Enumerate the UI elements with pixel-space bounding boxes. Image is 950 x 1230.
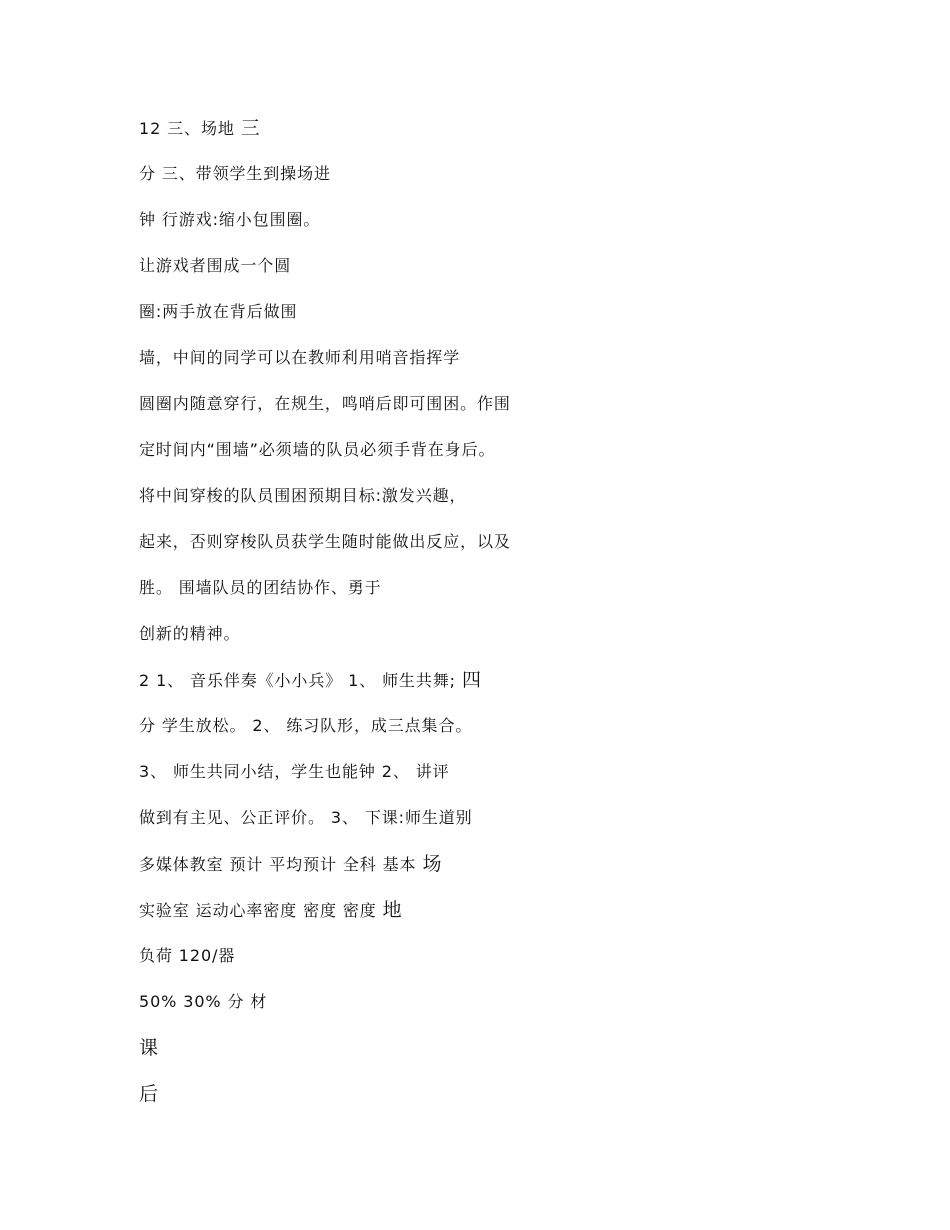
text-line	[139, 114, 511, 160]
text-line	[139, 804, 511, 850]
text-line	[139, 942, 511, 988]
line-text: 2 1、 音乐伴奏《小小兵》 1、 师生共舞;	[139, 671, 462, 690]
line-text: 3、 师生共同小结，学生也能钟 2、 讲评	[139, 762, 450, 781]
line-big-char: 四	[461, 669, 482, 691]
line-big-char: 课	[139, 1037, 159, 1059]
text-line	[139, 482, 511, 528]
text-line	[139, 712, 511, 758]
text-line	[139, 252, 511, 298]
text-line	[139, 574, 511, 620]
text-line	[139, 206, 511, 252]
line-text: 胜。 围墙队员的团结协作、勇于	[139, 578, 382, 597]
line-text: 负荷 120/器	[139, 946, 236, 965]
line-text: 分 三、带领学生到操场进	[139, 164, 331, 183]
text-line	[139, 160, 511, 206]
line-text: 分 学生放松。 2、 练习队形，成三点集合。	[139, 716, 473, 735]
text-line	[139, 666, 511, 712]
line-text: 墙，中间的同学可以在教师利用哨音指挥学	[139, 348, 461, 367]
text-line	[139, 1034, 511, 1080]
text-line	[139, 528, 511, 574]
line-big-char: 地	[382, 899, 403, 921]
line-text: 钟 行游戏:缩小包围圈。	[139, 210, 321, 229]
line-text: 圈:两手放在背后做围	[139, 302, 298, 321]
line-big-char: 后	[139, 1083, 159, 1105]
line-big-char: 场	[422, 853, 443, 875]
line-text: 将中间穿梭的队员围困预期目标:激发兴趣，	[139, 486, 467, 505]
line-text: 做到有主见、公正评价。 3、 下课:师生道别	[139, 808, 473, 827]
text-line	[139, 298, 511, 344]
line-text: 50% 30% 分 材	[139, 992, 268, 1011]
line-text: 创新的精神。	[139, 624, 241, 643]
text-line	[139, 758, 511, 804]
text-line	[139, 620, 511, 666]
line-text: 12 三、场地	[139, 119, 241, 138]
line-text: 让游戏者围成一个圆	[139, 256, 292, 275]
line-text: 定时间内“围墙”必须墙的队员必须手背在身后。	[139, 440, 496, 459]
text-line	[139, 390, 511, 436]
text-line	[139, 988, 511, 1034]
text-line	[139, 1080, 511, 1126]
line-big-char: 三	[240, 117, 261, 139]
line-text: 实验室 运动心率密度 密度 密度	[139, 901, 383, 920]
text-lines	[139, 114, 511, 1126]
text-line	[139, 436, 511, 482]
text-line	[139, 344, 511, 390]
text-line	[139, 896, 511, 942]
text-line	[139, 850, 511, 896]
line-text: 圆圈内随意穿行，在规生，鸣哨后即可围困。作围	[139, 394, 511, 413]
line-text: 多媒体教室 预计 平均预计 全科 基本	[139, 855, 423, 874]
line-text: 起来，否则穿梭队员获学生随时能做出反应，以及	[139, 532, 511, 551]
